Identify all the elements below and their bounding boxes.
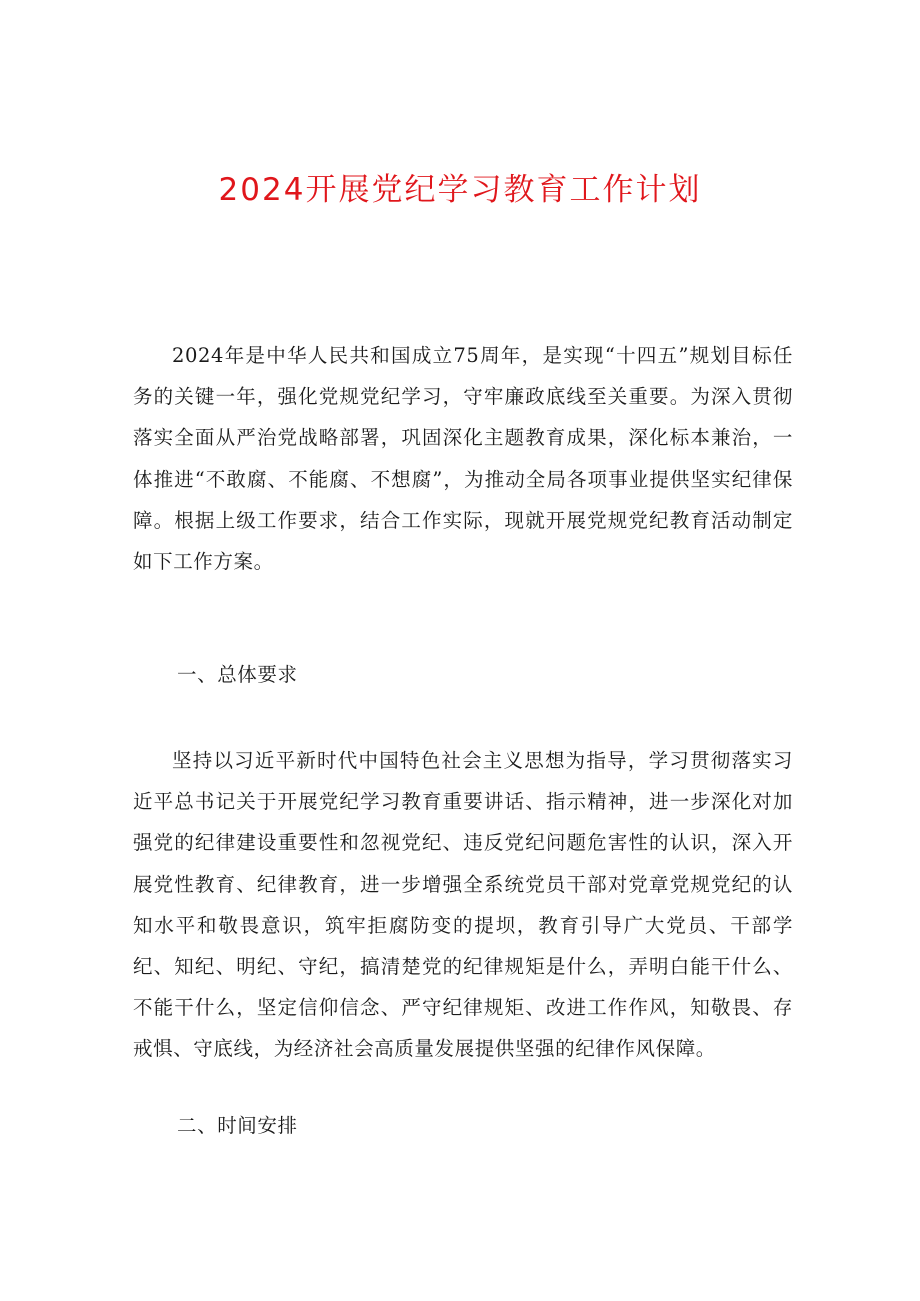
general-requirements-paragraph: 坚持以习近平新时代中国特色社会主义思想为指导，学习贯彻落实习近平总书记关于开展党纪学习教育重要讲话、指示精神，进一步深化对加强党的纪律建设重要性和忽视党纪、违反党纪问题危害性的认识，深入开展党性教育、纪律教育，进一步增强全系统党员干部对党章党规党纪的认知水平和敬畏意识，筑牢拒腐防变的提坝，教育引导广大党员、干部学纪、知纪、明纪、守纪，搞清楚党的纪律规矩是什么，弄明白能干什么、不能干什么，坚定信仰信念、严守纪律规矩、改进工作作风，知敬畏、存戒惧、守底线，为经济社会高质量发展提供坚强的纪律作风保障。 [133,749,793,1061]
document-title: 2024开展党纪学习教育工作计划 [218,172,702,208]
section-heading-schedule: 二、时间安排 [177,1114,298,1137]
intro-paragraph: 2024年是中华人民共和国成立75周年，是实现“十四五”规划目标任务的关键一年，强化党规党纪学习，守牢廉政底线至关重要。为深入贯彻落实全面从严治党战略部署，巩固深化主题教育成果，深化标本兼治，一体推进“不敢腐、不能腐、不想腐”，为推动全局各项事业提供坚实纪律保障。根据上级工作要求，结合工作实际，现就开展党规党纪教育活动制定如下工作方案。 [133,344,793,574]
section-heading-general-requirements: 一、总体要求 [177,663,298,686]
